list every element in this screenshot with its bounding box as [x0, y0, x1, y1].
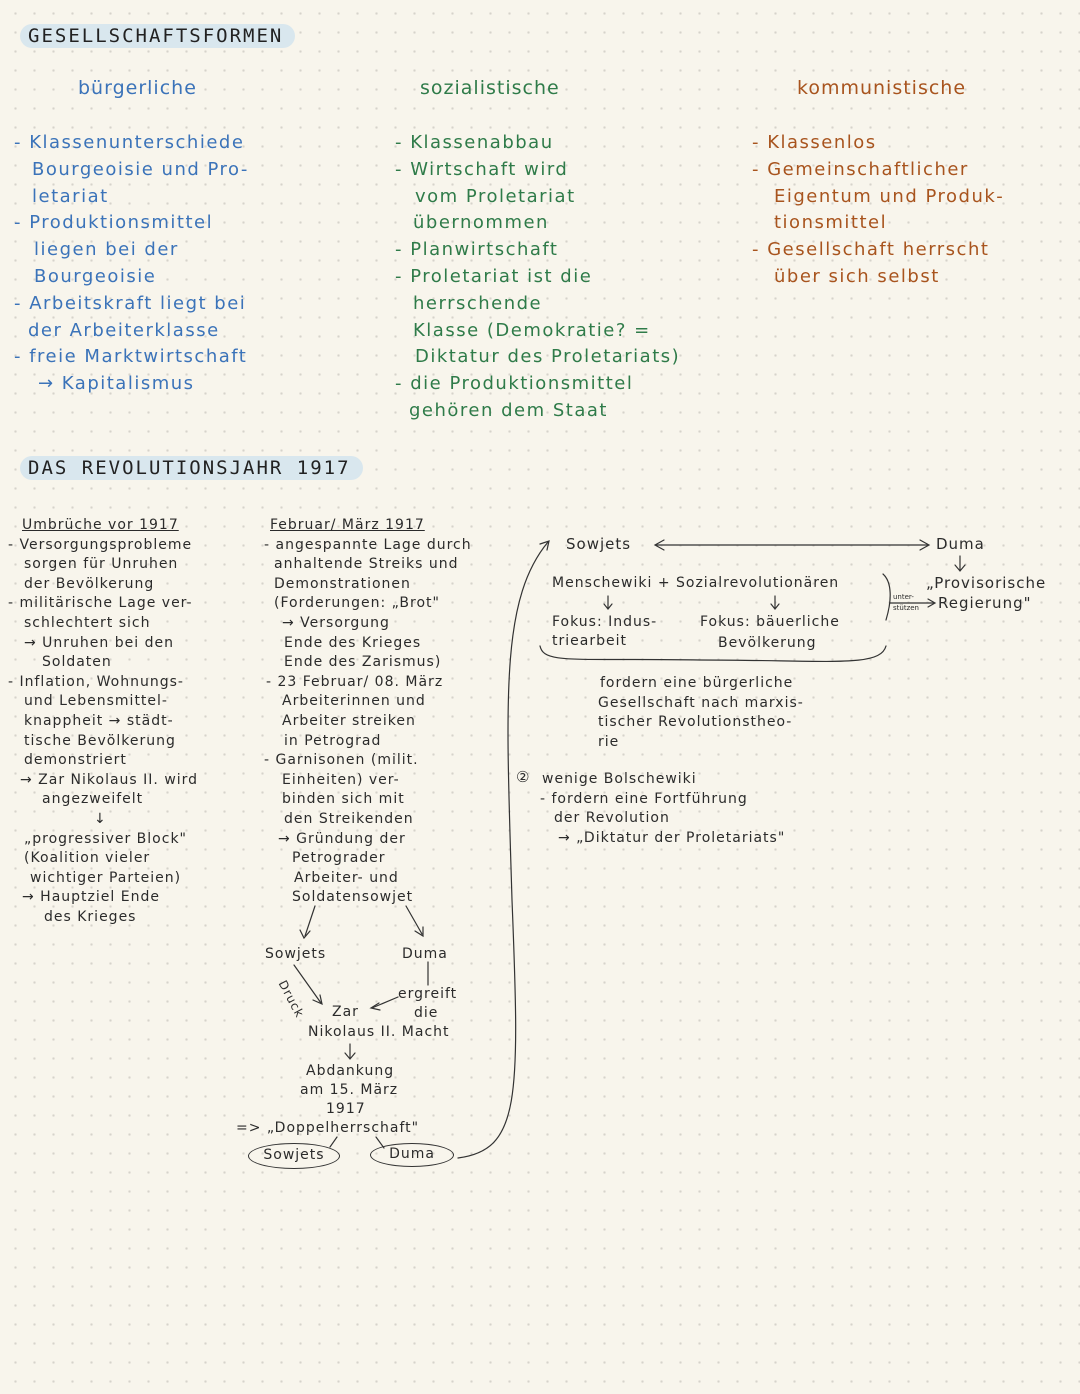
list-item: und Lebensmittel- — [24, 693, 168, 710]
list-item: Ende des Zarismus) — [284, 654, 442, 671]
list-item: Soldaten — [42, 654, 112, 671]
list-item: - Klassenunterschiede — [14, 132, 245, 153]
list-item: Ende des Krieges — [284, 634, 422, 651]
list-item: - militärische Lage ver- — [8, 595, 193, 612]
list-item: → Hauptziel Ende — [22, 889, 160, 906]
list-item: angezweifelt — [42, 791, 144, 808]
diagram-die: die — [414, 1005, 439, 1021]
column-heading-kommunistische: kommunistische — [797, 77, 967, 99]
list-item: (Koalition vieler — [24, 850, 151, 867]
text-line: Gesellschaft nach marxis- — [598, 694, 804, 711]
col3-fokus2-b: Bevölkerung — [718, 635, 817, 651]
text-line: fordern eine bürgerliche — [600, 675, 794, 691]
col3-number-2: ② — [516, 768, 531, 786]
diagram-abdankung: Abdankung — [306, 1063, 395, 1079]
list-item: → Versorgung — [282, 614, 390, 631]
diagram-zar: Zar — [332, 1004, 359, 1020]
col3-unterstuetzen-b: stützen — [893, 604, 919, 612]
text-line: wenige Bolschewiki — [542, 771, 697, 787]
diagram-sowjets: Sowjets — [265, 946, 327, 962]
text-line: tischer Revolutionstheo- — [598, 714, 793, 731]
oval-sowjets: Sowjets — [248, 1143, 340, 1169]
diagram-druck: Druck — [275, 978, 307, 1021]
col3-unterstuetzen-a: unter- — [893, 593, 914, 601]
list-item: - Proletariat ist die — [395, 265, 593, 287]
arrow-down-icon: ↓ — [94, 810, 107, 827]
list-item: → Kapitalismus — [38, 373, 195, 395]
list-item: über sich selbst — [774, 265, 940, 287]
list-item: Einheiten) ver- — [282, 771, 400, 788]
list-item: „progressiver Block" — [24, 830, 187, 847]
link-line — [330, 1137, 337, 1147]
section-title-gesellschaftsformen: GESELLSCHAFTSFORMEN — [20, 24, 295, 48]
col3-regierung: Regierung" — [938, 594, 1032, 612]
list-item: → Unruhen bei den — [24, 634, 174, 651]
col3-fokus2-a: Fokus: bäuerliche — [700, 614, 840, 630]
col3-fokus1-b: triearbeit — [552, 633, 627, 649]
list-item: übernommen — [413, 212, 549, 234]
list-item: - Klassenlos — [752, 132, 877, 153]
col3-provisorische: „Provisorische — [926, 574, 1047, 592]
list-item: - Produktionsmittel — [14, 212, 214, 234]
col3-bolschewiki-block — [540, 770, 785, 848]
col3-parties: Menschewiki + Sozialrevolutionären — [552, 575, 840, 591]
diagram-duma: Duma — [402, 946, 448, 962]
list-item: anhaltende Streiks und — [274, 556, 459, 573]
list-item: den Streikenden — [284, 810, 414, 827]
diagram-abdankung-year: 1917 — [326, 1101, 366, 1117]
col3-fokus1-a: Fokus: Indus- — [552, 614, 658, 630]
list-item: des Krieges — [44, 908, 137, 925]
text-line: rie — [598, 733, 620, 750]
list-item: - Garnisonen (milit. — [264, 752, 419, 769]
diagram-doppelherrschaft: => „Doppelherrschaft" — [236, 1120, 420, 1136]
list-item: tionsmittel — [774, 212, 888, 234]
list-item: - Wirtschaft wird — [395, 158, 569, 180]
arrow-to-duma — [406, 906, 422, 934]
list-item: tische Bevölkerung — [24, 732, 176, 749]
list-item: - Gesellschaft herrscht — [752, 239, 990, 261]
brace — [883, 574, 890, 620]
list-item: schlechtert sich — [24, 614, 151, 631]
text-line: der Revolution — [554, 810, 670, 827]
list-item: - Versorgungsprobleme — [8, 536, 193, 553]
list-item: der Arbeiterklasse — [28, 319, 220, 341]
list-item: Diktatur des Proletariats) — [415, 346, 681, 368]
list-item: - freie Marktwirtschaft — [14, 346, 248, 368]
list-item: - Klassenabbau — [395, 132, 554, 153]
list-item: herrschende — [413, 292, 543, 314]
diagram-ergreift: ergreift — [398, 986, 458, 1002]
column-heading: Februar/ März 1917 — [270, 517, 425, 533]
list-item: wichtiger Parteien) — [30, 869, 182, 886]
list-item: knappheit → städt- — [24, 712, 174, 729]
list-item: - 23 Februar/ 08. März — [266, 673, 444, 690]
list-item: Klasse (Demokratie? = — [413, 319, 651, 341]
list-item: letariat — [32, 185, 109, 207]
list-item: Arbeiter- und — [294, 869, 399, 886]
col3-duma: Duma — [936, 535, 985, 553]
column-heading-sozialistische: sozialistische — [420, 77, 560, 99]
list-item: - Planwirtschaft — [395, 239, 559, 261]
col3-fordern-block — [598, 674, 804, 752]
bracket-curve — [458, 542, 548, 1158]
list-item: Demonstrationen — [274, 575, 411, 592]
list-item: sorgen für Unruhen — [24, 556, 179, 573]
diagram-abdankung-date: am 15. März — [300, 1082, 399, 1098]
list-item: Eigentum und Produk- — [774, 185, 1005, 207]
list-item: binden sich mit — [282, 791, 405, 808]
list-item: - Arbeitskraft liegt bei — [14, 292, 247, 314]
list-item: Bourgeoisie — [34, 265, 157, 287]
list-item: Arbeiterinnen und — [282, 693, 426, 710]
list-item: → Gründung der — [278, 830, 406, 847]
arrowhead — [300, 930, 310, 938]
list-item: der Bevölkerung — [24, 575, 155, 592]
column-heading: Umbrüche vor 1917 — [22, 517, 179, 533]
list-item: - die Produktionsmittel — [395, 373, 634, 395]
ergreift-arrow — [372, 997, 398, 1008]
list-item: Arbeiter streiken — [282, 712, 416, 729]
list-item: Soldatensowjet — [292, 889, 414, 906]
oval-duma: Duma — [370, 1143, 454, 1167]
list-item: liegen bei der — [34, 239, 179, 261]
list-item: vom Proletariat — [415, 185, 576, 207]
text-line: → „Diktatur der Proletariats" — [558, 829, 786, 846]
list-item: Petrograder — [292, 850, 386, 867]
list-item: (Forderungen: „Brot" — [274, 595, 440, 612]
list-item: → Zar Nikolaus II. wird — [20, 771, 199, 788]
list-item: - Inflation, Wohnungs- — [8, 673, 184, 690]
list-item: in Petrograd — [284, 732, 382, 749]
list-item: - Gemeinschaftlicher — [752, 158, 969, 180]
diagram-nikolaus: Nikolaus II. Macht — [308, 1024, 450, 1040]
text-line: - fordern eine Fortführung — [540, 790, 748, 807]
col3-sowjets: Sowjets — [566, 535, 632, 553]
list-item: - angespannte Lage durch — [264, 536, 472, 553]
list-item: gehören dem Staat — [409, 399, 608, 421]
list-item: demonstriert — [24, 752, 127, 769]
list-item: Bourgeoisie und Pro- — [32, 158, 249, 180]
section-title-revolutionsjahr: DAS REVOLUTIONSJAHR 1917 — [20, 456, 363, 480]
column-heading-buergerliche: bürgerliche — [78, 77, 197, 99]
